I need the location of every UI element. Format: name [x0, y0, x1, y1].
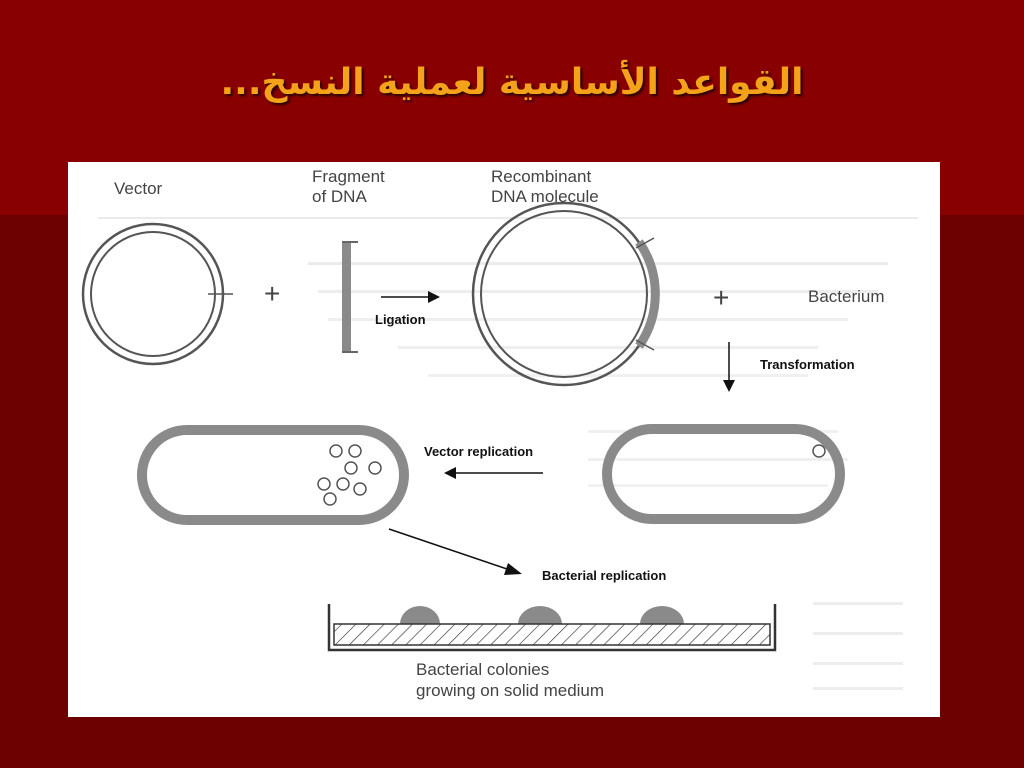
- fragment-label-line1: Fragment: [312, 167, 385, 186]
- recombinant-label-line2: DNA molecule: [491, 187, 599, 206]
- slide-title: القواعد الأساسية لعملية النسخ...: [220, 62, 804, 103]
- replicated-bacterium: [142, 430, 404, 520]
- transformed-bacterium: [607, 429, 840, 519]
- colony-2: [518, 606, 562, 624]
- vector-replication-arrow: [444, 467, 543, 479]
- colony-3: [640, 606, 684, 624]
- cloning-diagram: [68, 162, 940, 717]
- transformation-arrow: [723, 342, 735, 392]
- cloning-diagram-svg: [68, 162, 940, 717]
- plasmid-copies: [318, 445, 381, 505]
- transformation-label: Transformation: [760, 357, 855, 372]
- recombinant-label-line1: Recombinant: [491, 167, 592, 186]
- bacterial-replication-label: Bacterial replication: [542, 568, 667, 583]
- bacterial-replication-arrow: [389, 529, 522, 575]
- recombinant-plasmid: [473, 203, 655, 385]
- colony-1: [400, 606, 440, 624]
- petri-dish: [329, 604, 775, 650]
- ligation-label: Ligation: [375, 312, 426, 327]
- bacterium-label: Bacterium: [808, 287, 885, 306]
- plus-sign-2: +: [713, 282, 730, 313]
- dna-fragment: [342, 242, 358, 352]
- vector-replication-label: Vector replication: [424, 444, 534, 459]
- fragment-label-line2: of DNA: [312, 187, 367, 206]
- colonies-label-line1: Bacterial colonies: [416, 660, 550, 679]
- vector-plasmid: [83, 224, 233, 364]
- colonies-label-line2: growing on solid medium: [416, 681, 605, 700]
- vector-label: Vector: [114, 179, 163, 198]
- plus-sign-1: +: [264, 278, 281, 309]
